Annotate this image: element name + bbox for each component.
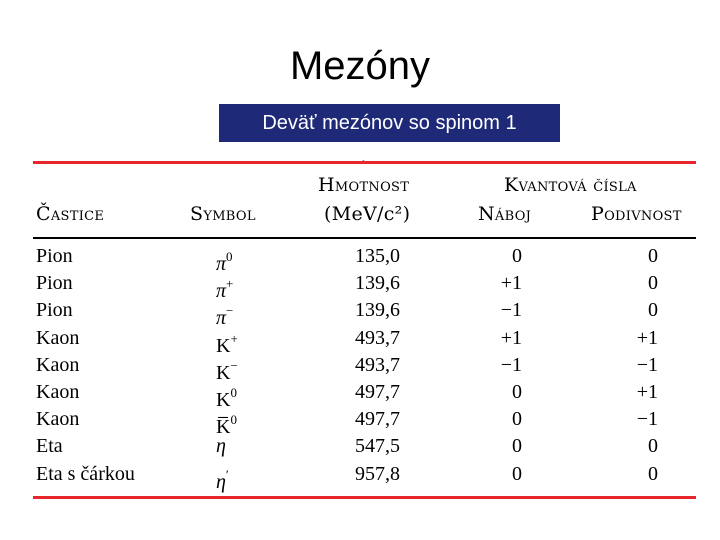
charge-value: 0 (512, 462, 522, 485)
strangeness-value: 0 (648, 272, 658, 295)
particle-symbol: $\pi^0$ (216, 249, 233, 275)
subtitle-box: Deväť mezónov so spinom 1 (219, 104, 560, 142)
strangeness-value: +1 (636, 326, 658, 349)
table-row (0, 379, 720, 411)
table-row (0, 352, 720, 384)
particle-name: Kaon (36, 408, 80, 431)
mass-value: 547,5 (355, 435, 400, 458)
table-row (0, 270, 720, 303)
header-strangeness: Podivnost (591, 203, 682, 225)
particle-name: Kaon (36, 353, 80, 376)
charge-value: 0 (512, 435, 522, 458)
header-mass-unit: (MeV/c²) (324, 203, 411, 225)
mass-value: 139,6 (355, 299, 400, 322)
mass-value: 493,7 (355, 353, 400, 376)
particle-symbol: η (216, 435, 226, 458)
particle-symbol: K+ (216, 330, 238, 357)
particle-name: Kaon (36, 326, 80, 349)
particle-symbol: η′ (216, 466, 229, 493)
header-symbol: Symbol (190, 203, 256, 225)
table-row (0, 243, 720, 275)
charge-value: 0 (512, 408, 522, 431)
table-row (0, 406, 720, 439)
header-quantum-numbers: Kvantová čísla (504, 174, 637, 196)
decorative-dot (361, 156, 366, 172)
particle-symbol: K− (216, 357, 238, 384)
strangeness-value: 0 (648, 245, 658, 267)
header-mass: Hmotnost (318, 174, 410, 196)
particle-name: Pion (36, 272, 73, 295)
particle-name: Kaon (36, 381, 80, 403)
table-row (0, 297, 720, 330)
table-row (0, 325, 720, 357)
charge-value: 0 (512, 245, 522, 267)
table-bottom-border (33, 496, 696, 499)
table-row (0, 461, 720, 493)
header-particle: Častice (36, 203, 105, 225)
slide-title: Mezóny (289, 44, 431, 88)
strangeness-value: 0 (648, 435, 658, 458)
particle-name: Eta (36, 435, 63, 458)
particle-symbol: π− (216, 303, 234, 330)
table-row (0, 433, 720, 460)
charge-value: 0 (512, 381, 522, 403)
strangeness-value: −1 (636, 353, 658, 376)
strangeness-value: 0 (648, 299, 658, 322)
mass-value: 139,6 (355, 272, 400, 295)
particle-name: Pion (36, 299, 73, 322)
mass-value: 135,0 (355, 245, 400, 267)
particle-symbol: $K^0$ (216, 385, 237, 411)
charge-value: −1 (500, 353, 522, 376)
charge-value: +1 (500, 272, 522, 295)
strangeness-value: −1 (636, 408, 658, 431)
mass-value: 497,7 (355, 408, 400, 431)
header-divider (33, 237, 696, 239)
particle-symbol: K̅$^0$ (216, 412, 237, 439)
particle-name: Eta s čárkou (36, 462, 135, 485)
mass-value: 493,7 (355, 326, 400, 349)
strangeness-value: 0 (648, 462, 658, 485)
particle-name: Pion (36, 245, 73, 267)
table-top-border (33, 161, 696, 164)
charge-value: +1 (500, 326, 522, 349)
mass-value: 497,7 (355, 381, 400, 403)
particle-symbol: π+ (216, 276, 234, 303)
strangeness-value: +1 (636, 381, 658, 403)
header-charge: Náboj (478, 203, 532, 225)
charge-value: −1 (500, 299, 522, 322)
mass-value: 957,8 (355, 462, 400, 485)
